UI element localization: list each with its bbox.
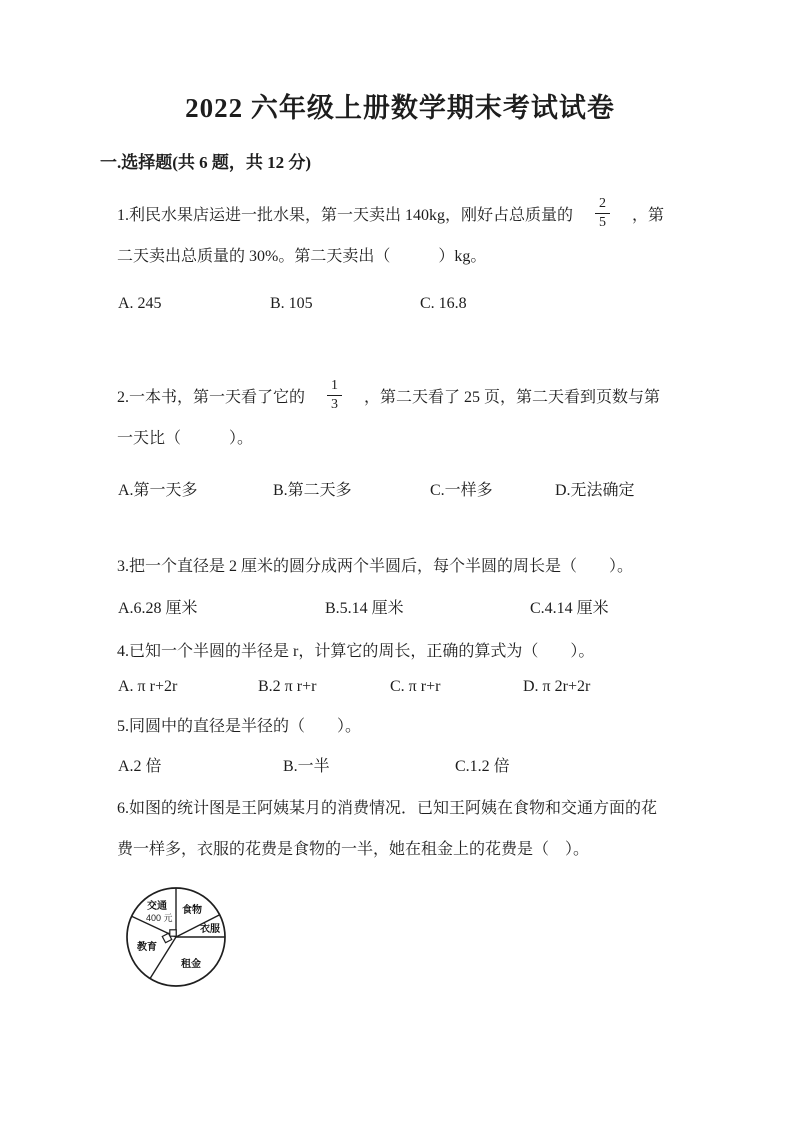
option-a: A. π r+2r [118,678,178,695]
pie-value-transport: 400 元 [146,913,173,923]
fraction-denominator: 5 [599,214,607,230]
option-c: C.1.2 倍 [455,758,510,775]
question-2-text-after: ，第二天看了 25 页，第二天看到页数与第 [364,388,661,406]
option-c: C. 16.8 [420,295,467,312]
question-4-text: 4.已知一个半圆的半径是 r，计算它的周长，正确的算式为（ ）。 [117,643,595,660]
fraction-one-third [327,378,342,413]
page-title: 2022 六年级上册数学期末考试试卷 [185,93,615,123]
question-6-line-1: 6.如图的统计图是王阿姨某月的消费情况．已知王阿姨在食物和交通方面的花 [117,800,658,817]
option-c: C.一样多 [430,482,493,499]
spending-pie-chart [121,866,271,1016]
option-d: D. π 2r+2r [523,678,591,695]
question-1-text-after: ，第 [632,206,665,224]
question-3-text: 3.把一个直径是 2 厘米的圆分成两个半圆后，每个半圆的周长是（ ）。 [117,558,634,575]
option-b: B. 105 [270,295,313,312]
option-b: B.一半 [283,758,330,775]
question-2-text-before: 2.一本书，第一天看了它的 [117,388,306,406]
section-heading-choice: 一.选择题(共 6 题，共 12 分) [100,153,312,172]
option-a: A.第一天多 [118,482,198,499]
option-c: C.4.14 厘米 [530,600,609,617]
option-c: C. π r+r [390,678,441,695]
right-angle-marker-icon [170,930,176,936]
option-b: B.第二天多 [273,482,352,499]
fraction-numerator: 2 [595,196,610,214]
option-a: A.6.28 厘米 [118,600,198,617]
fraction-denominator: 3 [331,396,339,412]
option-b: B.5.14 厘米 [325,600,404,617]
option-a: A. 245 [118,295,162,312]
question-6-line-2: 费一样多，衣服的花费是食物的一半，她在租金上的花费是（ ）。 [117,841,590,858]
question-1-line-2: 二天卖出总质量的 30%。第二天卖出（ ）kg。 [117,248,487,265]
option-a: A.2 倍 [118,758,162,775]
question-5-text: 5.同圆中的直径是半径的（ ）。 [117,718,362,735]
pie-label-food: 食物 [182,905,202,916]
fraction-two-fifths [595,196,610,231]
question-2-line-1 [117,373,660,417]
option-d: D.无法确定 [555,482,635,499]
pie-label-rent: 租金 [181,959,201,970]
option-b: B.2 π r+r [258,678,317,695]
fraction-numerator: 1 [327,378,342,396]
question-1-line-1 [117,191,664,235]
pie-chart-figure [121,866,271,1016]
pie-label-transport: 交通 [147,901,167,912]
pie-label-clothes: 衣服 [200,924,220,935]
question-2-line-2: 一天比（ ）。 [117,430,254,447]
pie-label-education: 教育 [137,942,157,953]
question-1-text-before: 1.利民水果店运进一批水果，第一天卖出 140kg，刚好占总质量的 [117,206,574,224]
